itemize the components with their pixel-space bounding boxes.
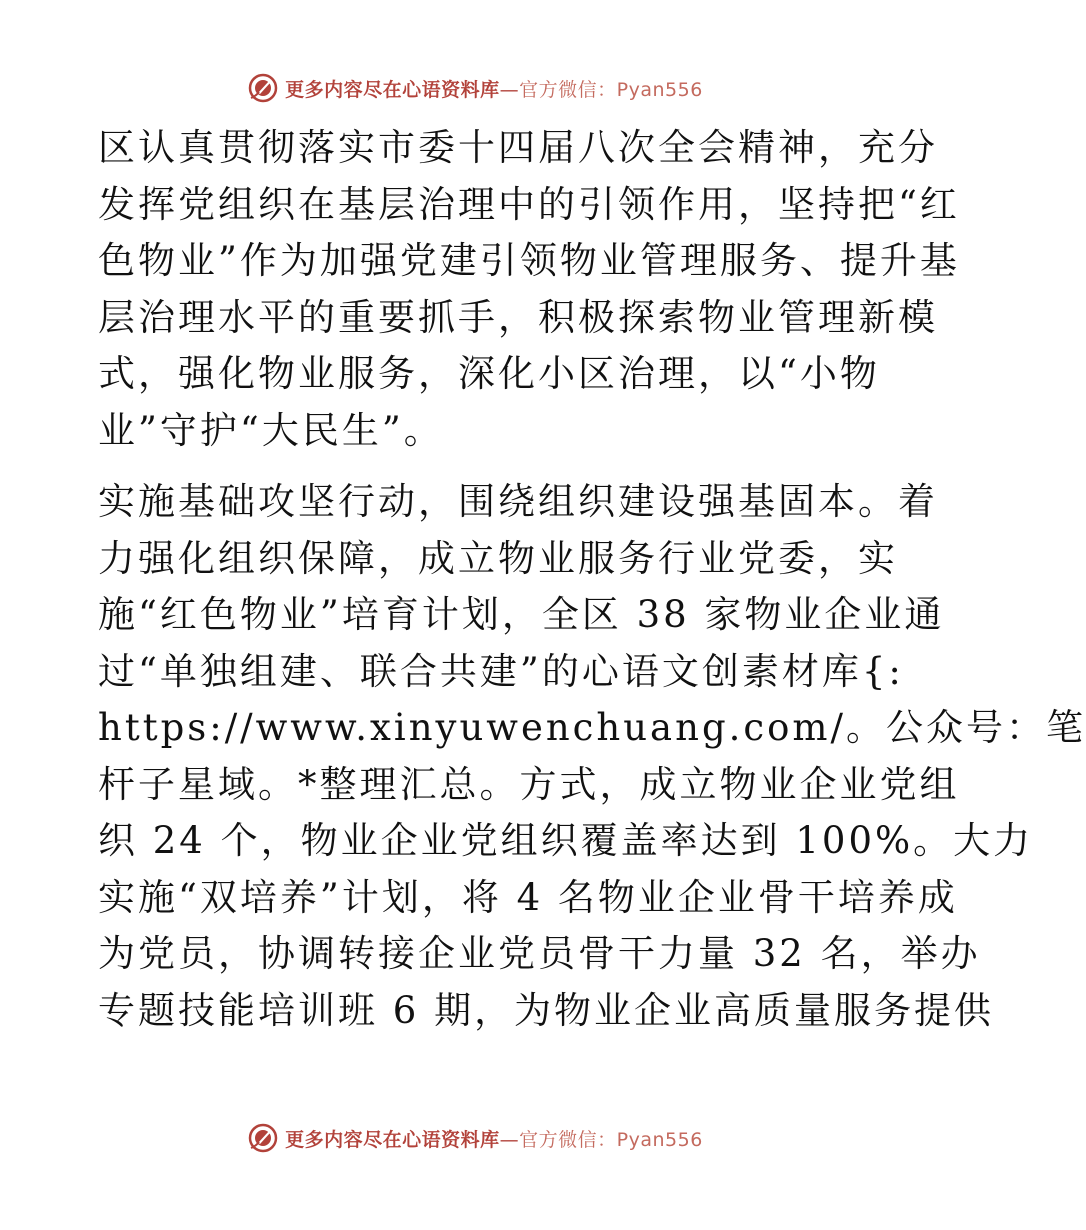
text-line: 施“红色物业”培育计划，全区 38 家物业企业通 bbox=[98, 593, 945, 636]
text-line: 过“单独组建、联合共建”的心语文创素材库{: bbox=[98, 649, 904, 693]
text-line: 发挥党组织在基层治理中的引领作用，坚持把“红 bbox=[98, 182, 960, 226]
text-line: 杆子星域。*整理汇总。方式，成立物业企业党组 bbox=[98, 762, 960, 806]
paragraph-2 bbox=[98, 474, 1086, 1039]
header-wechat-text: 官方微信：Pyan556 bbox=[519, 78, 703, 101]
paragraph-gap bbox=[98, 459, 858, 474]
text-line: https://www.xinyuwenchuang.com/。公众号：笔 bbox=[98, 706, 1086, 749]
footer-wechat-text: 官方微信：Pyan556 bbox=[519, 1128, 703, 1151]
footer-banner-text bbox=[285, 1125, 703, 1152]
text-line: 色物业”作为加强党建引领物业管理服务、提升基 bbox=[98, 239, 960, 282]
footer-site-text: 更多内容尽在心语资料库 bbox=[285, 1128, 500, 1151]
text-line: 式，强化物业服务，深化小区治理，以“小物 bbox=[98, 352, 880, 395]
header-site-text: 更多内容尽在心语资料库 bbox=[285, 78, 500, 101]
text-line: 区认真贯彻落实市委十四届八次全会精神，充分 bbox=[98, 126, 938, 169]
quill-seal-icon bbox=[247, 72, 279, 104]
document-body bbox=[98, 120, 1086, 1039]
quill-seal-icon bbox=[247, 1122, 279, 1154]
text-line: 业”守护“大民生”。 bbox=[98, 408, 444, 452]
header-banner-text bbox=[285, 75, 703, 102]
text-line: 为党员，协调转接企业党员骨干力量 32 名，举办 bbox=[98, 932, 981, 975]
text-line: 织 24 个，物业企业党组织覆盖率达到 100%。大力 bbox=[98, 819, 1034, 862]
footer-banner bbox=[0, 1122, 950, 1154]
text-line: 力强化组织保障，成立物业服务行业党委，实 bbox=[98, 536, 898, 580]
header-banner bbox=[0, 72, 950, 104]
text-line: 实施基础攻坚行动，围绕组织建设强基固本。着 bbox=[98, 480, 938, 523]
text-line: 层治理水平的重要抓手，积极探索物业管理新模 bbox=[98, 295, 938, 339]
text-line: 实施“双培养”计划，将 4 名物业企业骨干培养成 bbox=[98, 875, 958, 919]
header-dash: — bbox=[499, 78, 520, 101]
text-line: 专题技能培训班 6 期，为物业企业高质量服务提供 bbox=[98, 988, 995, 1032]
paragraph-1 bbox=[98, 120, 960, 459]
footer-dash: — bbox=[499, 1128, 520, 1151]
